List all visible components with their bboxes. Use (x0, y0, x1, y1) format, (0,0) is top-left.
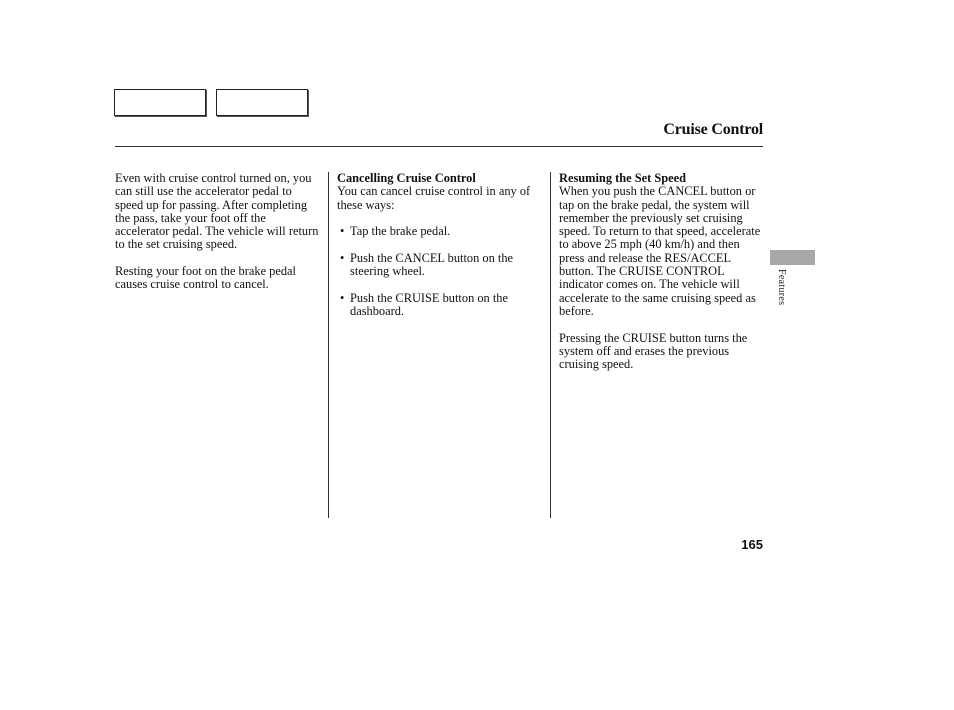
list-item-text: Push the CRUISE button on the dashboard. (350, 290, 508, 318)
page-number: 165 (741, 537, 763, 552)
list-item (337, 252, 543, 279)
list-item (337, 225, 543, 238)
column-3-paragraph: When you push the CANCEL button or tap on the brake pedal, the system will remember the previously set cruising speed. To return to that speed, accelerate to above 25 mph (40 km/h) and then press and release the RES/ACCEL button. The CRUISE CONTROL indicator comes on. The vehicle will accelerate to the same cruising speed as before. (559, 184, 761, 318)
section-tab-label: Features (776, 269, 787, 306)
bullet-icon: • (340, 290, 345, 305)
title-rule (115, 146, 763, 147)
column-1-paragraph: Even with cruise control turned on, you can still use the accelerator pedal to speed up for passing. After completing the pass, take your foot off the accelerator pedal. The vehicle will return to the set cruising speed. (115, 171, 319, 252)
section-heading-resuming: Resuming the Set Speed (559, 171, 687, 185)
list-item-text: Tap the brake pedal. (350, 224, 451, 239)
section-tab[interactable] (770, 250, 815, 265)
next-page-button[interactable] (216, 89, 308, 116)
list-item (337, 292, 543, 319)
column-1 (115, 172, 322, 305)
column-1-paragraph: Resting your foot on the brake pedal causes cruise control to cancel. (115, 264, 296, 292)
column-2 (337, 172, 543, 332)
page-title: Cruise Control (663, 121, 763, 138)
cancel-methods-list (337, 225, 543, 318)
previous-page-button[interactable] (114, 89, 206, 116)
column-divider (550, 172, 551, 518)
list-item-text: Push the CANCEL button on the steering wheel. (350, 250, 514, 279)
bullet-icon: • (340, 224, 345, 239)
column-divider (328, 172, 329, 518)
section-intro: You can cancel cruise control in any of these ways: (337, 184, 531, 212)
bullet-icon: • (340, 250, 345, 265)
column-3 (559, 172, 765, 385)
section-heading-cancelling: Cancelling Cruise Control (337, 171, 476, 185)
column-3-paragraph: Pressing the CRUISE button turns the system off and erases the previous cruising speed. (559, 330, 748, 372)
